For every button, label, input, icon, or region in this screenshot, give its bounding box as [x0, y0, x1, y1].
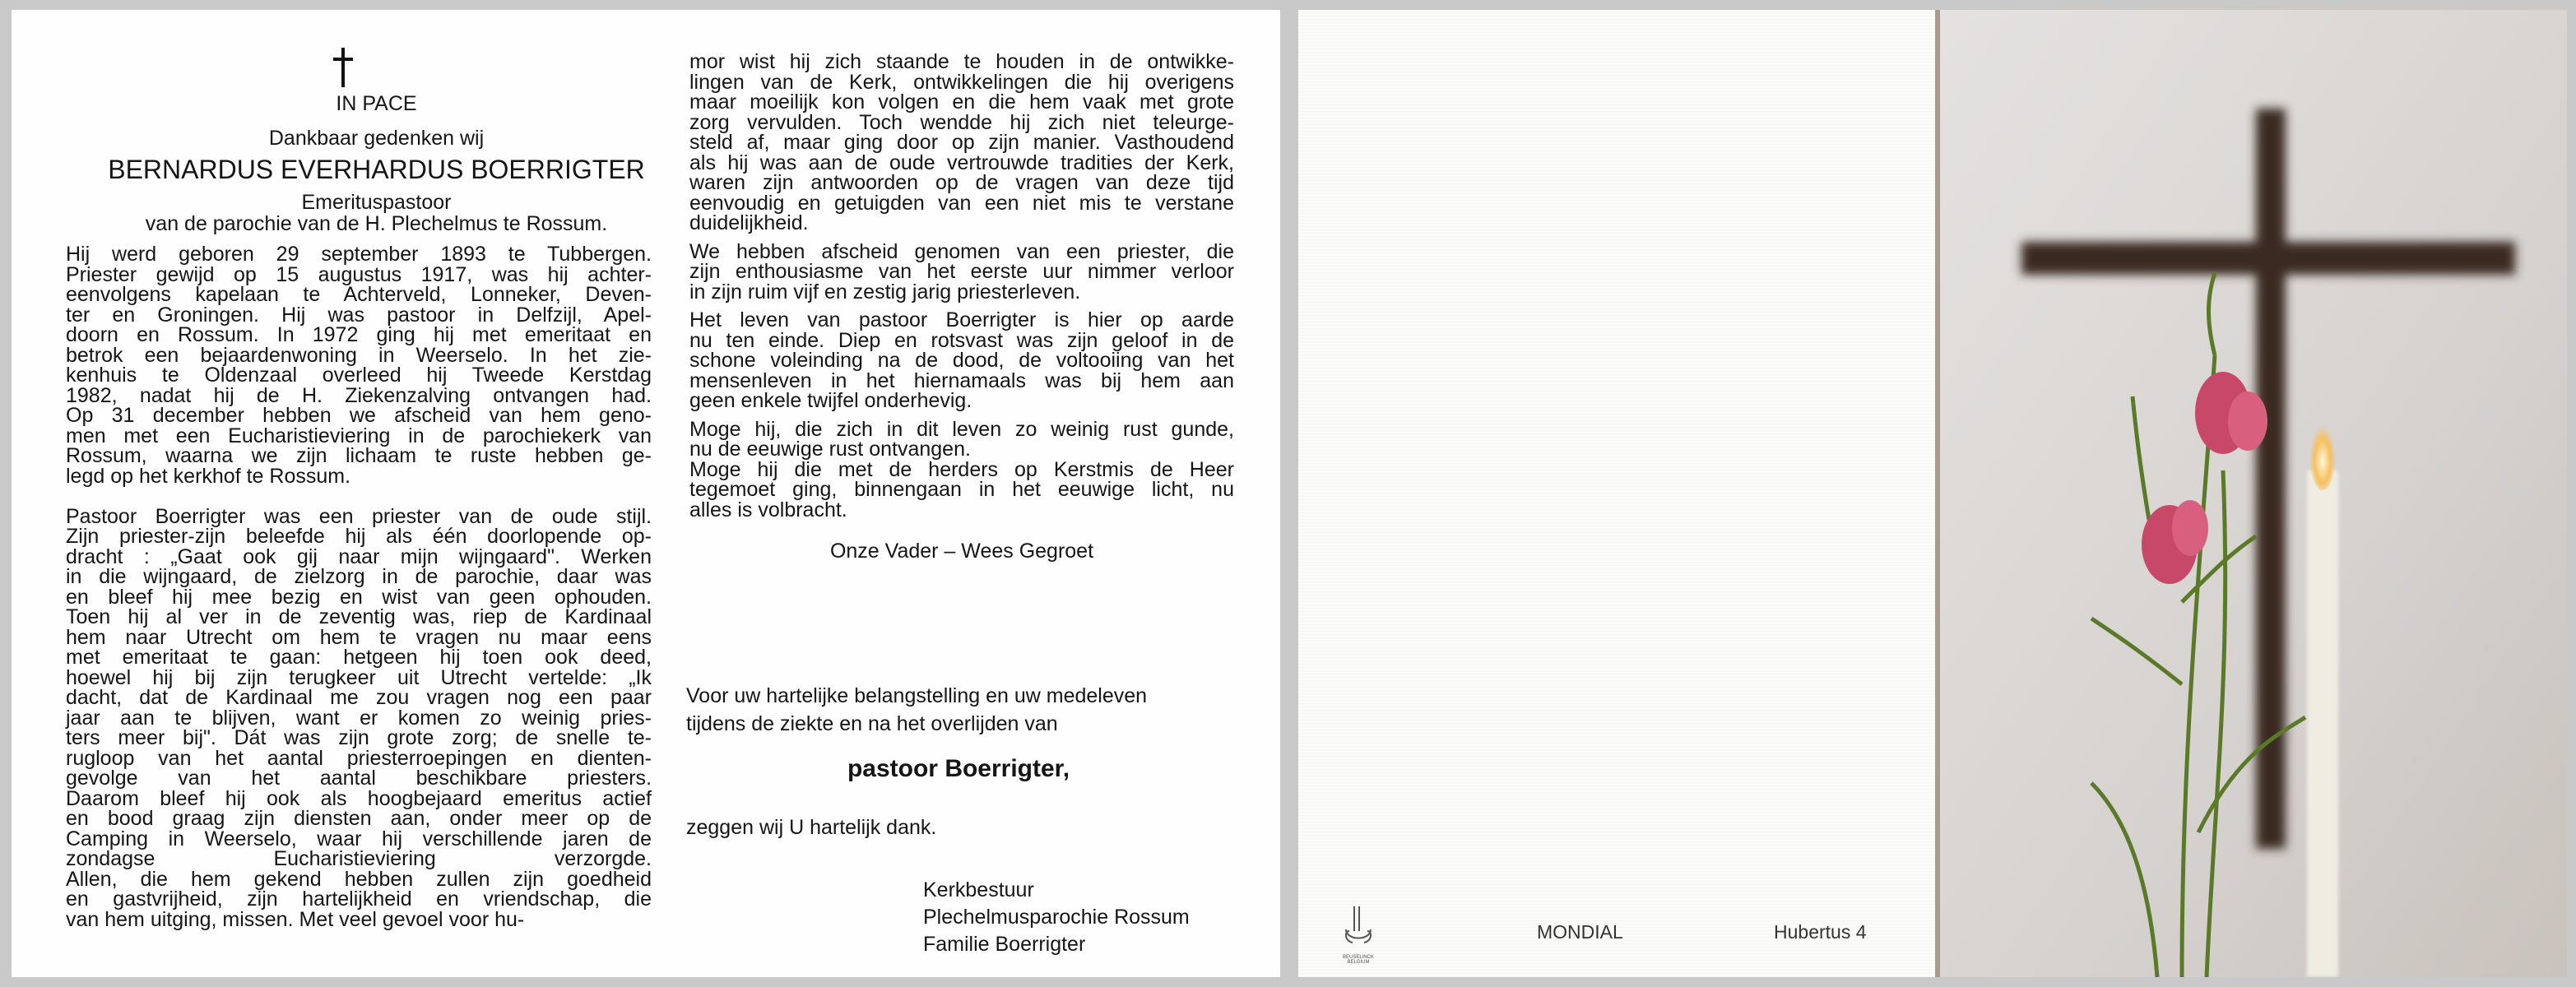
text-line: rugloop van het aantal priesterroepingen en dienten- [66, 746, 652, 770]
text-line: maar moeilijk kon volgen en die hem vaak met grote [689, 90, 1234, 114]
paragraph [689, 310, 1234, 411]
thanks-line-1: Voor uw hartelijke belangstelling en uw medeleven [686, 684, 1148, 707]
text-line: schone voleinding na de dood, de voltooiing van het [689, 349, 1234, 372]
text-line: en bood graag zijn diensten aan, onder meer op de [66, 807, 652, 830]
text-line: geen enkele twijfel onderhevig. [689, 389, 972, 412]
text-line: Moge hij die met de herders op Kerstmis de Heer [689, 457, 1234, 481]
text-line: duidelijkheid. [689, 211, 809, 234]
signatory: Plechelmusparochie Rossum [923, 906, 1190, 929]
text-line: kenhuis te Oldenzaal overleed hij Tweede Kerstdag [66, 364, 652, 387]
text-line: Rossum, waarna we zijn lichaam te ruste hebben ge- [66, 444, 652, 467]
cross-candle-flower-photo [1935, 10, 2567, 977]
text-line: als hij was aan de oude vertrouwde tradities der Kerk, [689, 151, 1234, 174]
text-line: hem naar Utrecht om hem te vragen nu maar eens [66, 625, 652, 649]
text-line: waren zijn antwoorden op de vragen van deze tijd [689, 171, 1234, 194]
text-line: met emeritaat te gaan: hetgeen hij toen ook deed, [66, 646, 652, 669]
text-line: nu ten einde. Diep en rotsvast was zijn geloof in de [689, 328, 1234, 352]
paragraph [689, 419, 1234, 460]
text-line: Toen hij al ver in de zeventig was, riep de Kardinaal [66, 605, 652, 628]
text-line: 1982, nadat hij de H. Ziekenzalving ontvangen had. [66, 383, 652, 407]
deceased-name: BERNARDUS EVERHARDUS BOERRIGTER [108, 155, 645, 184]
candle-icon [2307, 418, 2338, 977]
text-line: in die wijngaard, de zielzorg in de parochie, daar was [66, 565, 652, 588]
text-line: lingen van de Kerk, ontwikkelingen die hij overigens [689, 70, 1234, 94]
text-line: betrok een bejaardenwoning in Weerselo. In het zie- [66, 343, 652, 367]
text-line: eenvoudig en getuigden van een niet mis te verstane [689, 191, 1234, 215]
paragraph [689, 52, 1234, 234]
tribute-text [689, 52, 1234, 520]
text-line: Het leven van pastoor Boerrigter is hier op aarde [689, 308, 1234, 331]
text-line: ters meer bij". Dát was zijn grote zorg; de snelle te- [66, 726, 652, 749]
text-line: Zijn priester-zijn beleefde hij als één doorlopende op- [66, 525, 652, 548]
text-line: en gastvrijheid, zijn hartelijkheid en vriendschap, die [66, 887, 652, 911]
thanks-name: pastoor Boerrigter, [847, 755, 1070, 782]
text-line: en bleef hij mee bezig en wist van geen ophouden. [66, 585, 652, 609]
text-line: steld af, maar ging door op zijn manier. Vasthoudend [689, 131, 1234, 154]
text-line: Camping in Weerselo, waar hij verschillende jaren de [66, 827, 652, 850]
paragraph [689, 457, 1234, 521]
signatory: Familie Boerrigter [923, 933, 1086, 956]
text-line: mor wist hij zich staande te houden in de ontwikke- [689, 50, 1234, 73]
text-line: Pastoor Boerrigter was een priester van de oude stijl. [66, 504, 652, 528]
text-line: ter en Groningen. Hij was pastoor in Delfzijl, Apel- [66, 303, 652, 327]
text-line: men met een Eucharistieviering in de parochiekerk van [66, 424, 652, 447]
thanks-line-2: tijdens de ziekte en na het overlijden van [686, 712, 1058, 735]
model-name: Hubertus 4 [1774, 921, 1867, 943]
intro-text: Dankbaar gedenken wij [268, 127, 485, 150]
text-line: legd op het kerkhof te Rossum. [66, 464, 351, 488]
biography-text [66, 244, 652, 950]
parish-text: van de parochie van de H. Plechelmus te Rossum. [145, 212, 608, 235]
text-line: Op 31 december hebben we afscheid van hem geno- [66, 404, 652, 427]
text-line: tegemoet ging, binnengaan in het eeuwige licht, nu [689, 478, 1234, 501]
publisher-logo-icon [1338, 905, 1379, 951]
signatory: Kerkbestuur [923, 878, 1034, 901]
text-line: alles is volbracht. [689, 498, 847, 521]
text-line: dracht : „Gaat ook gij naar mijn wijngaard". Werken [66, 544, 652, 568]
text-line: Moge hij, die zich in dit leven zo weinig rust gunde, [689, 417, 1234, 441]
publisher-logo [1338, 905, 1379, 965]
text-line: zijn enthousiasme van het eerste uur nimmer verloor [689, 260, 1234, 283]
text-line: in zijn ruim vijf en zestig jarig priesterleven. [689, 280, 1081, 304]
publisher-logo-text: BEUSELINCK BELGIUM [1342, 955, 1374, 965]
text-line: We hebben afscheid genomen van een priester, die [689, 239, 1234, 263]
paragraph [66, 244, 652, 486]
paragraph [689, 239, 1234, 304]
text-line: Allen, die hem gekend hebben zullen zijn goedheid [66, 867, 652, 891]
text-line: zondagse Eucharistieviering verzorgde. [66, 847, 652, 870]
text-line: Hij werd geboren 29 september 1893 te Tubbergen. [66, 243, 652, 266]
text-line: nu de eeuwige rust ontvangen. [689, 438, 971, 461]
paragraph [66, 504, 652, 931]
text-line: Priester gewijd op 15 augustus 1917, was hij achter- [66, 262, 652, 286]
text-line: mensenleven in het hiernamaals was bij hem aan [689, 368, 1234, 392]
thanks-line-3: zeggen wij U hartelijk dank. [686, 816, 937, 839]
text-line: zorg vervulden. Toch wendde hij zich niet teleurge- [689, 110, 1234, 134]
deceased-title: Emerituspastoor [301, 191, 452, 214]
text-line: Daarom bleef hij ook als hoogbejaard emeritus actief [66, 786, 652, 810]
prayers-text: Onze Vader – Wees Gegroet [829, 540, 1094, 563]
text-line: eenvolgens kapelaan te Achterveld, Lonneker, Deven- [66, 283, 652, 306]
text-line: gevolge van het aantal beschikbare priesters. [66, 767, 652, 790]
signatories [923, 877, 1190, 958]
text-line: dacht, dat de Kardinaal me zou vragen nog een paar [66, 686, 652, 709]
text-line: hoewel hij bij zijn terugkeer uit Utrecht vertelde: „Ik [66, 665, 652, 689]
text-line: doorn en Rossum. In 1972 ging hij met emeritaat en [66, 323, 652, 346]
cross-icon [333, 48, 353, 87]
text-line: van hem uitging, missen. Met veel gevoel voor hu- [66, 907, 525, 931]
series-name: MONDIAL [1537, 921, 1623, 943]
text-line: jaar aan te blijven, want er komen zo weinig pries- [66, 706, 652, 730]
in-pace-heading: IN PACE [336, 92, 417, 115]
